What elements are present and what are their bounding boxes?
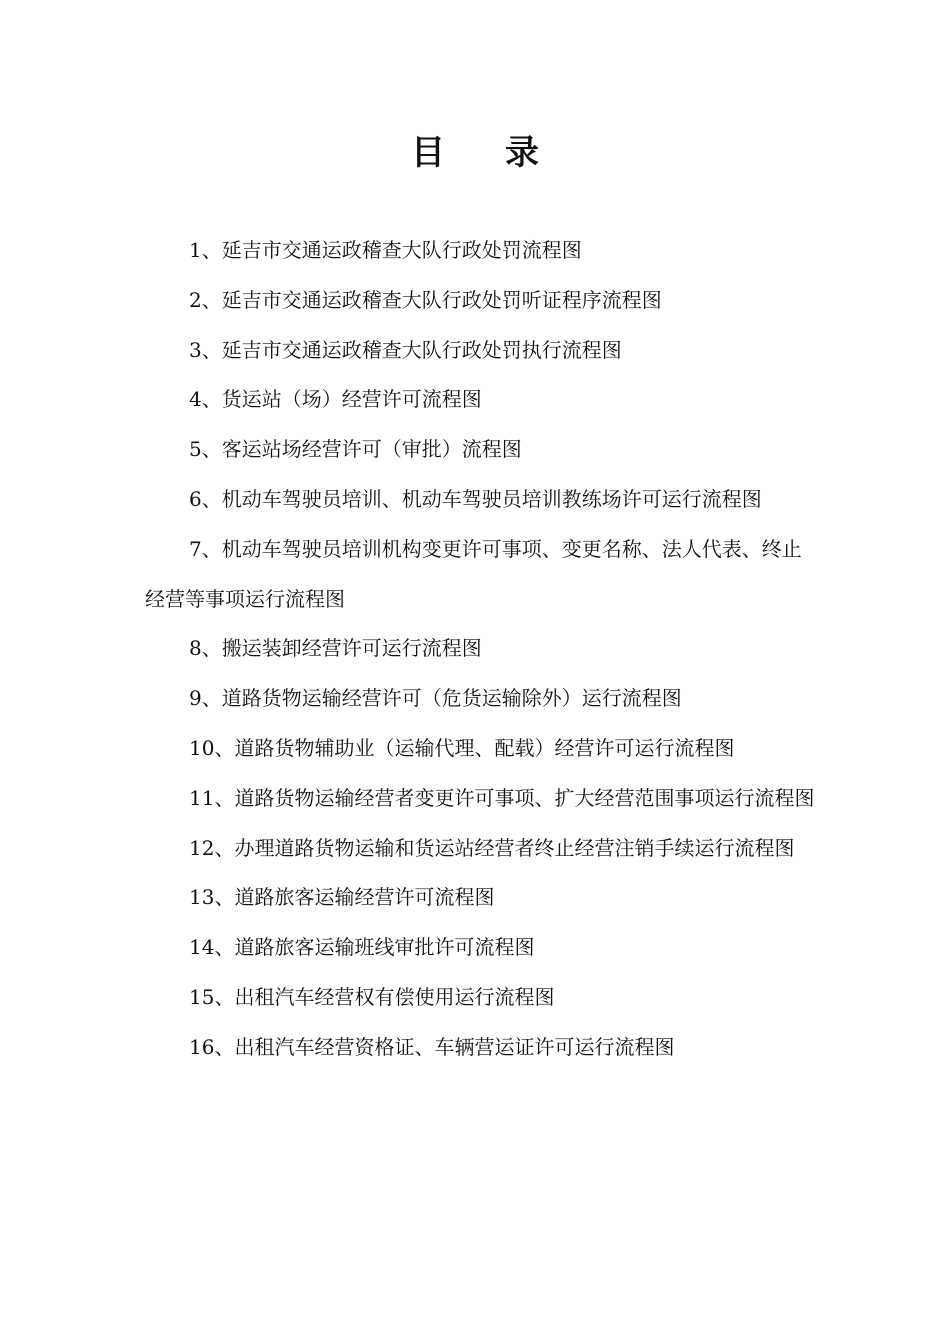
toc-item-10: 10、道路货物辅助业（运输代理、配载）经营许可运行流程图 xyxy=(189,735,735,760)
toc-item-12: 12、办理道路货物运输和货运站经营者终止经营注销手续运行流程图 xyxy=(189,835,795,860)
toc-item-15: 15、出租汽车经营权有偿使用运行流程图 xyxy=(189,984,555,1009)
toc-item-16: 16、出租汽车经营资格证、车辆营运证许可运行流程图 xyxy=(189,1034,675,1059)
toc-item-9: 9、道路货物运输经营许可（危货运输除外）运行流程图 xyxy=(189,686,682,711)
toc-item-14: 14、道路旅客运输班线审批许可流程图 xyxy=(189,935,535,960)
toc-item-13: 13、道路旅客运输经营许可流程图 xyxy=(189,885,495,910)
toc-item-6: 6、机动车驾驶员培训、机动车驾驶员培训教练场许可运行流程图 xyxy=(189,486,762,511)
toc-item-7: 7、机动车驾驶员培训机构变更许可事项、变更名称、法人代表、终止经营等事项运行流程图 xyxy=(145,536,802,611)
toc-item-5: 5、客运站场经营许可（审批）流程图 xyxy=(189,437,522,462)
toc-item-1: 1、延吉市交通运政稽查大队行政处罚流程图 xyxy=(189,238,582,262)
title-char-2: 录 xyxy=(505,133,539,173)
toc-item-3: 3、延吉市交通运政稽查大队行政处罚执行流程图 xyxy=(189,337,622,362)
toc-item-4: 4、货运站（场）经营许可流程图 xyxy=(189,387,482,412)
title-char-1: 目 xyxy=(411,133,445,173)
toc-item-2: 2、延吉市交通运政稽查大队行政处罚听证程序流程图 xyxy=(189,287,662,312)
table-of-contents xyxy=(145,226,817,1073)
page-title xyxy=(0,128,950,178)
toc-item-11: 11、道路货物运输经营者变更许可事项、扩大经营范围事项运行流程图 xyxy=(189,785,815,810)
toc-item-8: 8、搬运装卸经营许可运行流程图 xyxy=(189,636,482,661)
